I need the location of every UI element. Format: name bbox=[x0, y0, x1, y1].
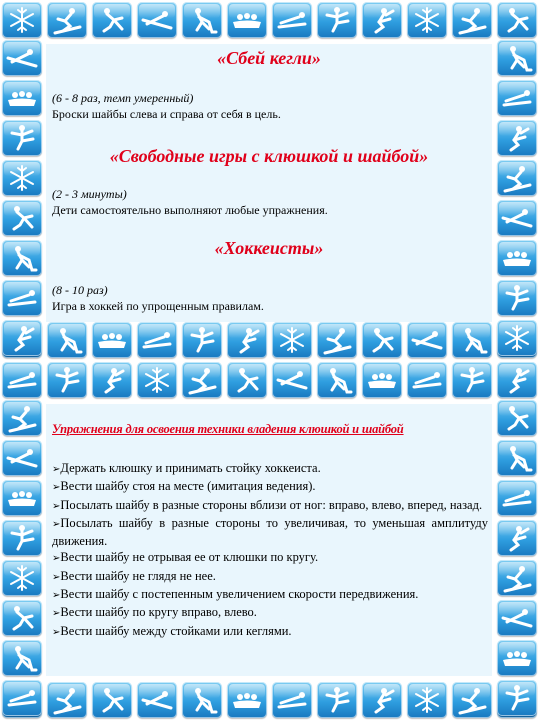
game-text-hockey-players: Игра в хоккей по упрощенным правилам. bbox=[52, 299, 264, 313]
list-item: ➢Вести шайбу с постепенным увеличением скорости передвижения. bbox=[52, 587, 419, 602]
luge-icon bbox=[497, 80, 537, 116]
figure-skater-icon bbox=[317, 2, 357, 38]
snowflake-icon bbox=[2, 160, 42, 196]
game-note-hockey-players: (8 - 10 раз) bbox=[52, 283, 108, 297]
skier-icon bbox=[2, 400, 42, 436]
ski-jumper-icon bbox=[272, 362, 312, 398]
skater-icon bbox=[92, 2, 132, 38]
biathlete-icon bbox=[497, 362, 537, 398]
list-item: ➢Держать клюшку и принимать стойку хоккеиста. bbox=[52, 461, 321, 475]
ski-jumper-icon bbox=[137, 682, 177, 718]
snowflake-icon bbox=[407, 2, 447, 38]
list-item: ➢Посылать шайбу в разные стороны вблизи от ног: вправо, влево, вперед, назад. bbox=[52, 497, 483, 512]
bobsleigh-icon bbox=[497, 240, 537, 276]
ski-jumper-icon bbox=[2, 40, 42, 76]
skier-icon bbox=[497, 160, 537, 196]
bobsleigh-icon bbox=[2, 480, 42, 516]
arrow-bullet-icon: ➢ bbox=[52, 464, 61, 475]
list-item: ➢Вести шайбу не глядя не нее. bbox=[52, 568, 216, 583]
game-note-free-games: (2 - 3 минуты) bbox=[52, 187, 127, 201]
skier-icon bbox=[452, 682, 492, 718]
skier-icon bbox=[452, 2, 492, 38]
luge-icon bbox=[2, 280, 42, 316]
luge-icon bbox=[2, 680, 42, 716]
skater-icon bbox=[497, 400, 537, 436]
arrow-bullet-icon: ➢ bbox=[52, 553, 61, 565]
list-item: ➢Вести шайбу по кругу вправо, влево. bbox=[52, 605, 257, 620]
figure-skater-icon bbox=[452, 362, 492, 398]
hockey-player-icon bbox=[317, 362, 357, 398]
skater-icon bbox=[92, 682, 132, 718]
arrow-bullet-icon: ➢ bbox=[52, 500, 61, 512]
skater-icon bbox=[497, 2, 537, 38]
biathlete-icon bbox=[2, 320, 42, 356]
exercises-list bbox=[52, 460, 488, 641]
game-title-hockey-players: «Хоккеисты» bbox=[214, 238, 324, 258]
figure-skater-icon bbox=[2, 120, 42, 156]
figure-skater-icon bbox=[182, 322, 222, 358]
bobsleigh-icon bbox=[92, 322, 132, 358]
skier-icon bbox=[497, 560, 537, 596]
biathlete-icon bbox=[497, 120, 537, 156]
luge-icon bbox=[272, 682, 312, 718]
bobsleigh-icon bbox=[2, 80, 42, 116]
hockey-player-icon bbox=[497, 440, 537, 476]
ski-jumper-icon bbox=[407, 322, 447, 358]
skater-icon bbox=[2, 600, 42, 636]
snowflake-icon bbox=[137, 362, 177, 398]
ski-jumper-icon bbox=[137, 2, 177, 38]
biathlete-icon bbox=[92, 362, 132, 398]
snowflake-icon bbox=[497, 320, 537, 356]
hockey-player-icon bbox=[47, 322, 87, 358]
bobsleigh-icon bbox=[497, 640, 537, 676]
hockey-player-icon bbox=[2, 640, 42, 676]
skier-icon bbox=[317, 322, 357, 358]
luge-icon bbox=[2, 362, 42, 398]
game-text-free-games: Дети самостоятельно выполняют любые упражнения. bbox=[52, 203, 328, 217]
skater-icon bbox=[362, 322, 402, 358]
exercises-heading: Упражнения для освоения техники владения клюшкой и шайбой bbox=[52, 422, 404, 436]
arrow-bullet-icon: ➢ bbox=[52, 518, 61, 530]
arrow-bullet-icon: ➢ bbox=[52, 590, 61, 602]
luge-icon bbox=[497, 480, 537, 516]
hockey-player-icon bbox=[182, 682, 222, 718]
bobsleigh-icon bbox=[227, 2, 267, 38]
skater-icon bbox=[2, 200, 42, 236]
hockey-player-icon bbox=[452, 322, 492, 358]
skater-icon bbox=[227, 362, 267, 398]
game-note-sbei-kegli: (6 - 8 раз, темп умеренный) bbox=[52, 91, 194, 105]
luge-icon bbox=[137, 322, 177, 358]
game-title-sbei-kegli: «Сбей кегли» bbox=[217, 48, 321, 68]
biathlete-icon bbox=[362, 2, 402, 38]
figure-skater-icon bbox=[47, 362, 87, 398]
figure-skater-icon bbox=[2, 520, 42, 556]
list-item: ➢Вести шайбу не отрывая ее от клюшки по кругу. bbox=[52, 550, 319, 565]
arrow-bullet-icon: ➢ bbox=[52, 482, 61, 494]
skier-icon bbox=[47, 682, 87, 718]
list-item: ➢Вести шайбу стоя на месте (имитация ведения). bbox=[52, 479, 316, 494]
bobsleigh-icon bbox=[362, 362, 402, 398]
arrow-bullet-icon: ➢ bbox=[52, 626, 61, 638]
snowflake-icon bbox=[2, 560, 42, 596]
arrow-bullet-icon: ➢ bbox=[52, 571, 61, 583]
biathlete-icon bbox=[497, 520, 537, 556]
biathlete-icon bbox=[362, 682, 402, 718]
bobsleigh-icon bbox=[227, 682, 267, 718]
content-panel-top bbox=[46, 44, 492, 322]
skier-icon bbox=[182, 362, 222, 398]
snowflake-icon bbox=[407, 682, 447, 718]
hockey-player-icon bbox=[2, 240, 42, 276]
game-text-sbei-kegli: Броски шайбы слева и справа от себя в цель. bbox=[52, 107, 281, 121]
list-item: ➢Посылать шайбу в разные стороны то увеличивая, то уменьшая амплитуду движения. bbox=[52, 515, 488, 549]
list-item: ➢Вести шайбу между стойками или кеглями. bbox=[52, 623, 292, 638]
game-title-free-games: «Свободные игры с клюшкой и шайбой» bbox=[109, 146, 429, 166]
hockey-player-icon bbox=[497, 40, 537, 76]
biathlete-icon bbox=[227, 322, 267, 358]
figure-skater-icon bbox=[317, 682, 357, 718]
skier-icon bbox=[47, 2, 87, 38]
ski-jumper-icon bbox=[497, 600, 537, 636]
figure-skater-icon bbox=[497, 680, 537, 716]
snowflake-icon bbox=[2, 2, 42, 38]
arrow-bullet-icon: ➢ bbox=[52, 608, 61, 620]
ski-jumper-icon bbox=[2, 440, 42, 476]
luge-icon bbox=[407, 362, 447, 398]
ski-jumper-icon bbox=[497, 200, 537, 236]
figure-skater-icon bbox=[497, 280, 537, 316]
luge-icon bbox=[272, 2, 312, 38]
hockey-player-icon bbox=[182, 2, 222, 38]
snowflake-icon bbox=[272, 322, 312, 358]
